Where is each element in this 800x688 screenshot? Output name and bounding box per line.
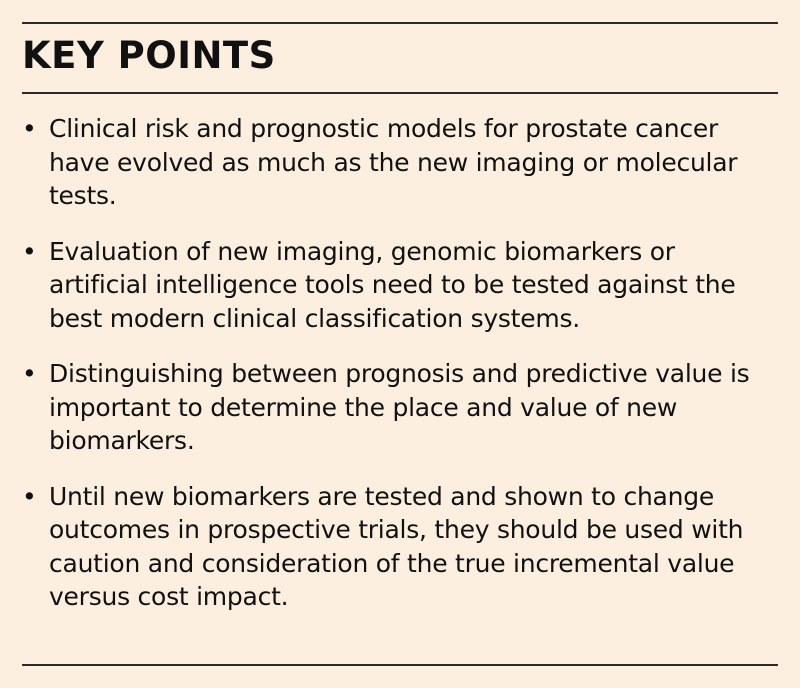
bullet-icon: •: [22, 359, 37, 388]
key-point-text: Clinical risk and prognostic models for prostate cancer have evolved as much as the new imaging or molecular tests.: [49, 114, 738, 210]
key-point-text: Distinguishing between prognosis and predictive value is important to determine the place and value of new biomarkers.: [49, 359, 750, 455]
key-points-title: KEY POINTS: [22, 34, 276, 77]
key-point-2: [22, 235, 774, 336]
bullet-icon: •: [22, 114, 37, 143]
bullet-icon: •: [22, 236, 37, 266]
key-point-1: [22, 112, 774, 213]
bullet-icon: •: [22, 481, 37, 511]
key-point-text: Until new biomarkers are tested and shown to change outcomes in prospective trials, they should be used with caution and consideration of the true incremental value versus cost impact.: [49, 481, 744, 611]
key-point-3: [22, 357, 774, 458]
bottom-rule: [22, 664, 778, 666]
top-rule: [22, 22, 778, 24]
title-divider: [22, 92, 778, 94]
key-points-list: [22, 112, 774, 636]
key-point-text: Evaluation of new imaging, genomic biomarkers or artificial intelligence tools need to be tested against the best modern clinical classification systems.: [49, 236, 736, 333]
key-point-4: [22, 480, 774, 614]
